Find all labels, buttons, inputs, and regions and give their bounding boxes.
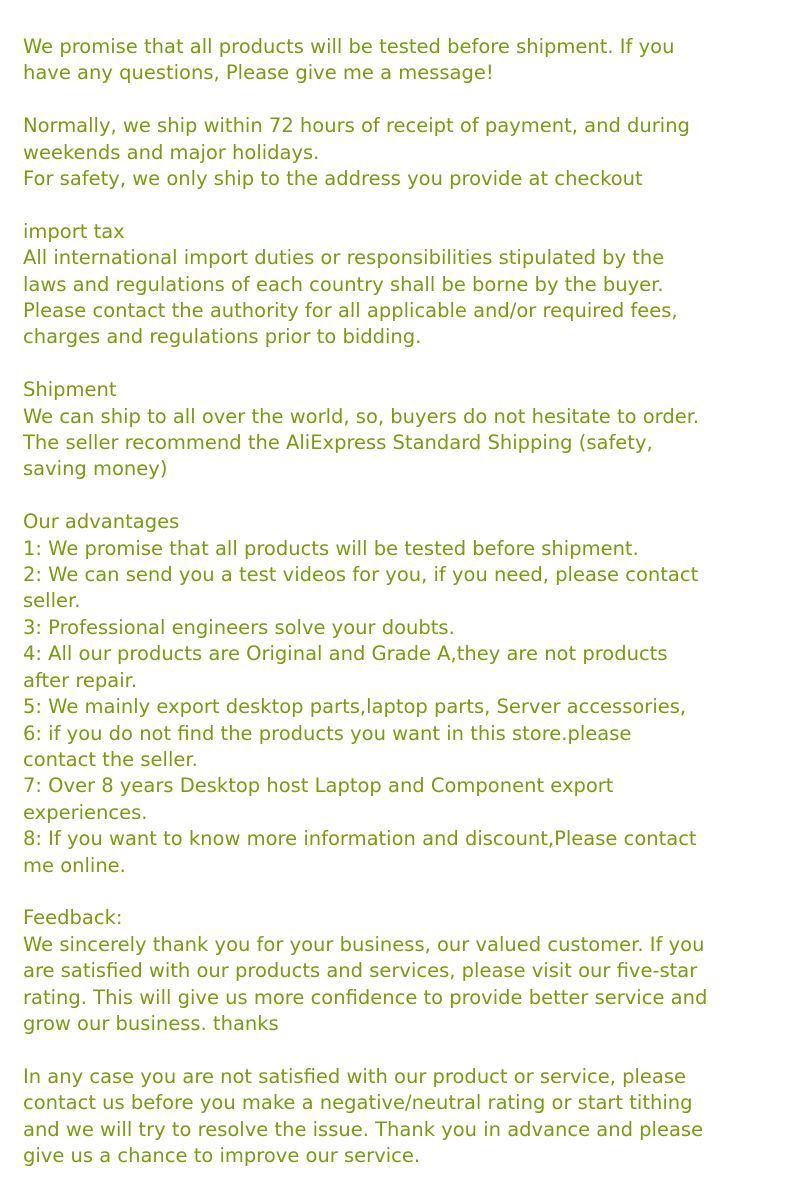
shipping-time-line: Normally, we ship within 72 hours of receipt of payment, and during (23, 114, 690, 138)
advantage-line: 5: We mainly export desktop parts,laptop parts, Server accessories, (23, 695, 687, 719)
advantages-section (23, 509, 793, 879)
advantage-line: 4: All our products are Original and Grade A,they are not products (23, 642, 668, 666)
feedback-line: rating. This will give us more confidence to provide better service and (23, 985, 708, 1009)
advantage-line: 7: Over 8 years Desktop host Laptop and Component export (23, 774, 614, 798)
shipment-line: saving money) (23, 457, 168, 481)
shipping-time-line: weekends and major holidays. (23, 140, 320, 164)
closing-line: and we will try to resolve the issue. Thank you in advance and please (23, 1117, 704, 1141)
import-tax-heading: import tax (23, 219, 125, 243)
feedback-line: We sincerely thank you for your business, our valued customer. If you (23, 932, 705, 956)
feedback-line: are satisfied with our products and services, please visit our five-star (23, 959, 698, 983)
intro-paragraph (23, 34, 793, 87)
closing-line: give us a chance to improve our service. (23, 1143, 421, 1167)
shipping-time-paragraph (23, 113, 793, 192)
import-tax-line: All international import duties or responsibilities stipulated by the (23, 246, 665, 270)
feedback-line: grow our business. thanks (23, 1011, 279, 1035)
shipping-time-line: For safety, we only ship to the address you provide at checkout (23, 167, 643, 191)
advantage-line: 1: We promise that all products will be tested before shipment. (23, 536, 639, 560)
shipment-line: The seller recommend the AliExpress Standard Shipping (safety, (23, 431, 653, 455)
advantage-line: seller. (23, 589, 81, 613)
advantage-line: 3: Professional engineers solve your doubts. (23, 615, 455, 639)
advantage-line: 8: If you want to know more information and discount,Please contact (23, 827, 697, 851)
advantage-line: 2: We can send you a test videos for you, if you need, please contact (23, 563, 699, 587)
import-tax-line: Please contact the authority for all applicable and/or required fees, (23, 299, 678, 323)
import-tax-section (23, 219, 793, 351)
closing-line: contact us before you make a negative/neutral rating or start tithing (23, 1091, 693, 1115)
shipment-section (23, 377, 793, 483)
advantage-line: after repair. (23, 668, 138, 692)
closing-paragraph (23, 1064, 793, 1170)
feedback-section (23, 905, 793, 1037)
shipment-line: We can ship to all over the world, so, buyers do not hesitate to order. (23, 404, 700, 428)
advantage-line: experiences. (23, 800, 148, 824)
advantages-heading: Our advantages (23, 510, 180, 534)
intro-line: We promise that all products will be tested before shipment. If you (23, 35, 675, 58)
shipment-heading: Shipment (23, 378, 117, 402)
closing-line: In any case you are not satisfied with our product or service, please (23, 1064, 687, 1088)
feedback-heading: Feedback: (23, 906, 123, 930)
advantage-line: me online. (23, 853, 126, 877)
intro-line: have any questions, Please give me a message! (23, 61, 494, 85)
import-tax-line: charges and regulations prior to bidding. (23, 325, 422, 349)
import-tax-line: laws and regulations of each country shall be borne by the buyer. (23, 272, 664, 296)
advantage-line: contact the seller. (23, 747, 198, 771)
advantage-line: 6: if you do not find the products you want in this store.please (23, 721, 632, 745)
policy-document (23, 34, 793, 1196)
